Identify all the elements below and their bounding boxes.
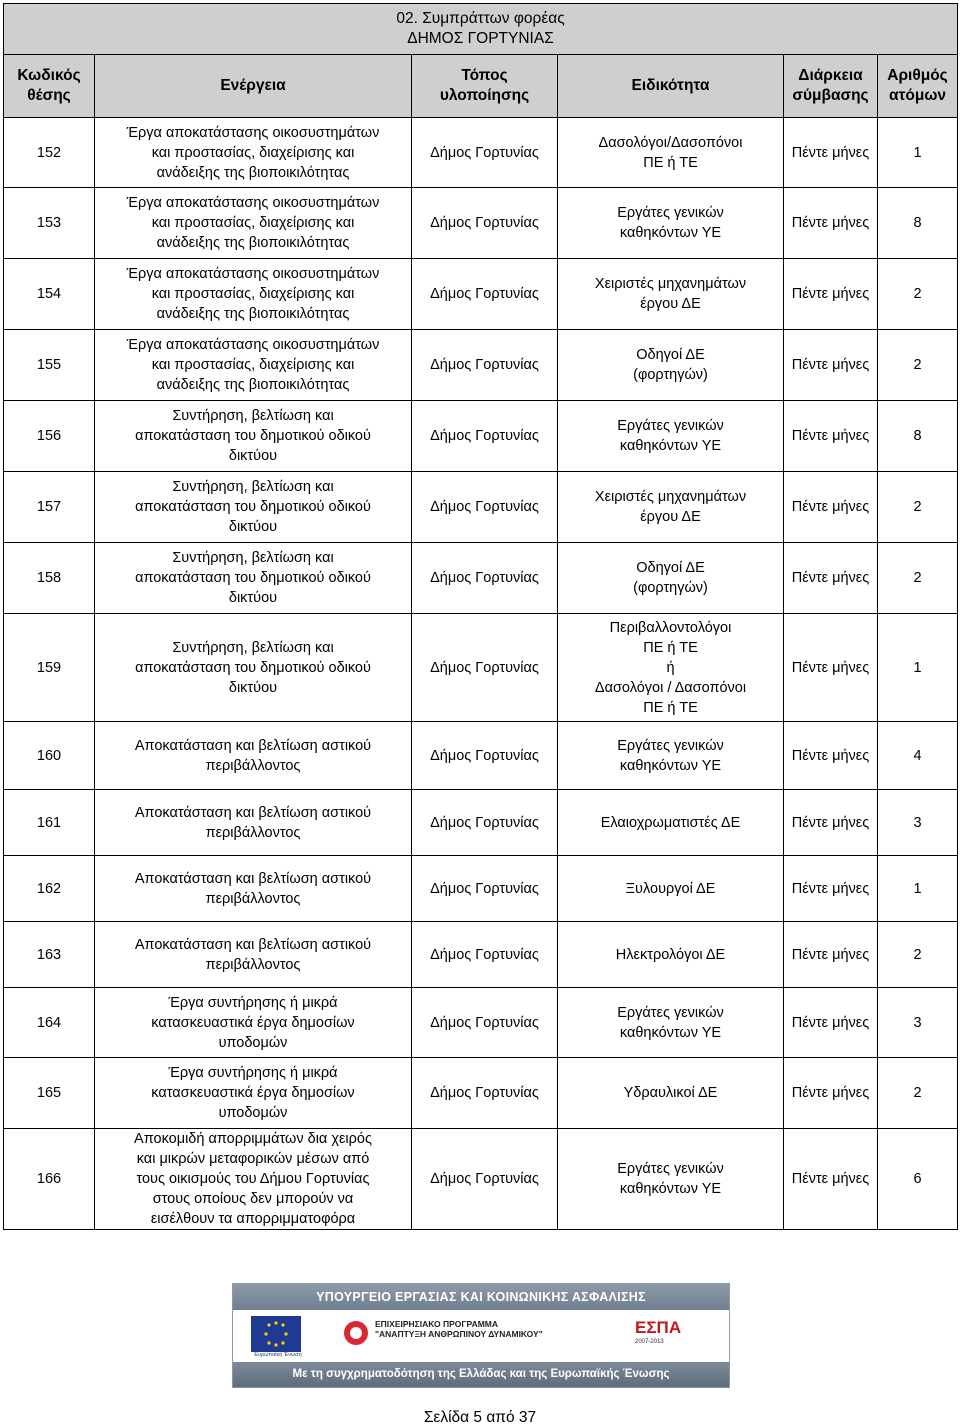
programme-logo-icon xyxy=(343,1320,369,1346)
espa-years: 2007-2013 xyxy=(635,1339,664,1345)
table-body xyxy=(4,118,958,1230)
title-line-1: 02. Συμπράττων φορέας xyxy=(396,10,565,27)
header-code xyxy=(4,55,95,118)
code-cell: 163 xyxy=(4,922,95,988)
action-cell-line: Αποκατάσταση και βελτίωση αστικού xyxy=(134,737,372,754)
header-count-line: ατόμων xyxy=(888,87,947,104)
header-count xyxy=(878,55,958,118)
specialty-cell-line: Εργάτες γενικών xyxy=(617,418,724,434)
action-cell-line: στους οποίους δεν μπορούν να xyxy=(152,1191,354,1207)
duration-cell: Πέντε μήνες xyxy=(784,330,878,401)
specialty-cell-line: Ελαιοχρωματιστές ΔΕ xyxy=(600,814,741,831)
action-cell-line: ανάδειξης της βιοποικιλότητας xyxy=(156,306,350,322)
header-duration xyxy=(784,55,878,118)
count-cell: 1 xyxy=(878,118,958,188)
action-cell-line: αποκατάσταση του δημοτικού οδικού xyxy=(135,428,371,444)
place-cell: Δήμος Γορτυνίας xyxy=(412,259,558,330)
table-row xyxy=(4,118,958,188)
action-cell-line: περιβάλλοντος xyxy=(205,956,301,973)
table-title xyxy=(4,4,958,55)
code-cell: 165 xyxy=(4,1058,95,1129)
header-place-line: υλοποίησης xyxy=(439,87,530,104)
specialty-cell xyxy=(558,472,784,543)
specialty-cell xyxy=(558,722,784,790)
specialty-cell xyxy=(558,1129,784,1230)
specialty-cell xyxy=(558,1058,784,1129)
specialty-cell-line: Περιβαλλοντολόγοι xyxy=(609,619,732,636)
count-cell: 6 xyxy=(878,1129,958,1230)
table-row xyxy=(4,922,958,988)
positions-table xyxy=(3,3,958,1230)
place-cell: Δήμος Γορτυνίας xyxy=(412,614,558,722)
specialty-cell-line: (φορτηγών) xyxy=(633,580,708,596)
specialty-cell xyxy=(558,259,784,330)
action-cell xyxy=(95,922,412,988)
code-cell: 159 xyxy=(4,614,95,722)
specialty-cell xyxy=(558,330,784,401)
action-cell xyxy=(95,614,412,722)
place-cell: Δήμος Γορτυνίας xyxy=(412,922,558,988)
code-cell: 166 xyxy=(4,1129,95,1230)
specialty-cell xyxy=(558,922,784,988)
header-place-line: Τόπος xyxy=(461,67,508,84)
action-cell-line: Έργα αποκατάστασης οικοσυστημάτων xyxy=(126,124,380,141)
header-action-line: Ενέργεια xyxy=(220,77,286,94)
specialty-cell-line: Υδραυλικοί ΔΕ xyxy=(623,1085,718,1101)
programme-line: ΕΠΙΧΕΙΡΗΣΙΑΚΟ ΠΡΟΓΡΑΜΜΑ xyxy=(375,1319,499,1329)
action-cell xyxy=(95,472,412,543)
header-code-line: θέσης xyxy=(27,87,71,104)
action-cell-line: Έργα αποκατάστασης οικοσυστημάτων xyxy=(126,337,380,353)
action-cell xyxy=(95,1058,412,1129)
cofunding-bar: Με τη συγχρηματοδότηση της Ελλάδας και της Ευρωπαϊκής Ένωσης xyxy=(233,1362,729,1387)
action-cell xyxy=(95,856,412,922)
logos-strip xyxy=(233,1310,729,1362)
specialty-cell xyxy=(558,401,784,472)
specialty-cell-line: Οδηγοί ΔΕ xyxy=(636,347,705,363)
action-cell-line: αποκατάσταση του δημοτικού οδικού xyxy=(135,570,371,586)
duration-cell: Πέντε μήνες xyxy=(784,790,878,856)
table-row xyxy=(4,856,958,922)
header-specialty-line: Ειδικότητα xyxy=(631,77,710,94)
code-cell: 153 xyxy=(4,188,95,259)
action-cell-line: Αποκατάσταση και βελτίωση αστικού xyxy=(134,804,372,821)
specialty-cell-line: Δασολόγοι / Δασοπόνοι xyxy=(594,679,747,696)
count-cell: 2 xyxy=(878,922,958,988)
table-row xyxy=(4,722,958,790)
count-cell: 2 xyxy=(878,543,958,614)
count-cell: 1 xyxy=(878,856,958,922)
action-cell-line: κατασκευαστικά έργα δημοσίων xyxy=(151,1085,355,1101)
code-cell: 162 xyxy=(4,856,95,922)
specialty-cell xyxy=(558,614,784,722)
action-cell xyxy=(95,330,412,401)
table-row xyxy=(4,988,958,1058)
table-row xyxy=(4,543,958,614)
place-cell: Δήμος Γορτυνίας xyxy=(412,1058,558,1129)
place-cell: Δήμος Γορτυνίας xyxy=(412,856,558,922)
specialty-cell-line: Ξυλουργοί ΔΕ xyxy=(625,880,716,897)
place-cell: Δήμος Γορτυνίας xyxy=(412,722,558,790)
action-cell-line: περιβάλλοντος xyxy=(205,757,301,774)
specialty-cell-line: καθηκόντων ΥΕ xyxy=(619,1181,722,1197)
specialty-cell xyxy=(558,790,784,856)
specialty-cell-line: Εργάτες γενικών xyxy=(617,737,724,754)
specialty-cell-line: έργου ΔΕ xyxy=(640,296,701,312)
action-cell-line: Συντήρηση, βελτίωση και xyxy=(172,639,334,656)
ministry-bar: ΥΠΟΥΡΓΕΙΟ ΕΡΓΑΣΙΑΣ ΚΑΙ ΚΟΙΝΩΝΙΚΗΣ ΑΣΦΑΛΙΣΗΣ xyxy=(233,1284,729,1310)
specialty-cell-line: Εργάτες γενικών xyxy=(617,1161,724,1177)
count-cell: 8 xyxy=(878,401,958,472)
specialty-cell xyxy=(558,188,784,259)
specialty-cell xyxy=(558,543,784,614)
page-number: Σελίδα 5 από 37 xyxy=(423,1409,537,1426)
specialty-cell-line: καθηκόντων ΥΕ xyxy=(619,438,722,454)
programme-text xyxy=(375,1319,575,1339)
title-line-2: ΔΗΜΟΣ ΓΟΡΤΥΝΙΑΣ xyxy=(407,30,554,47)
action-cell xyxy=(95,722,412,790)
action-cell xyxy=(95,401,412,472)
action-cell-line: περιβάλλοντος xyxy=(205,824,301,841)
specialty-cell-line: έργου ΔΕ xyxy=(640,509,701,525)
action-cell-line: και προστασίας, διαχείρισης και xyxy=(151,286,355,302)
action-cell-line: δικτύου xyxy=(228,590,278,606)
action-cell-line: αποκατάσταση του δημοτικού οδικού xyxy=(135,499,371,515)
action-cell-line: τους οικισμούς του Δήμου Γορτυνίας xyxy=(136,1171,370,1187)
action-cell-line: δικτύου xyxy=(228,448,278,464)
specialty-cell-line: καθηκόντων ΥΕ xyxy=(619,757,722,774)
code-cell: 154 xyxy=(4,259,95,330)
count-cell: 8 xyxy=(878,188,958,259)
count-cell: 2 xyxy=(878,1058,958,1129)
count-cell: 2 xyxy=(878,259,958,330)
action-cell xyxy=(95,259,412,330)
duration-cell: Πέντε μήνες xyxy=(784,856,878,922)
duration-cell: Πέντε μήνες xyxy=(784,472,878,543)
specialty-cell-line: (φορτηγών) xyxy=(633,367,708,383)
action-cell-line: ανάδειξης της βιοποικιλότητας xyxy=(156,235,350,251)
specialty-cell-line: Εργάτες γενικών xyxy=(617,1004,724,1021)
duration-cell: Πέντε μήνες xyxy=(784,118,878,188)
duration-cell: Πέντε μήνες xyxy=(784,614,878,722)
count-cell: 3 xyxy=(878,988,958,1058)
header-duration-line: σύμβασης xyxy=(792,87,869,104)
specialty-cell-line: Χειριστές μηχανημάτων xyxy=(594,489,747,505)
count-cell: 4 xyxy=(878,722,958,790)
action-cell-line: Έργα αποκατάστασης οικοσυστημάτων xyxy=(126,266,380,282)
specialty-cell-line: Χειριστές μηχανημάτων xyxy=(594,276,747,292)
place-cell: Δήμος Γορτυνίας xyxy=(412,543,558,614)
action-cell-line: και προστασίας, διαχείρισης και xyxy=(151,215,355,231)
action-cell-line: Συντήρηση, βελτίωση και xyxy=(172,479,334,495)
count-cell: 3 xyxy=(878,790,958,856)
programme-line: "ΑΝΑΠΤΥΞΗ ΑΝΘΡΩΠΙΝΟΥ ΔΥΝΑΜΙΚΟΥ" xyxy=(375,1329,543,1339)
action-cell xyxy=(95,118,412,188)
specialty-cell-line: ΠΕ ή ΤΕ xyxy=(643,154,698,171)
action-cell-line: Αποκομιδή απορριμμάτων δια χειρός xyxy=(134,1131,372,1147)
action-cell-line: δικτύου xyxy=(228,679,278,696)
specialty-cell-line: Εργάτες γενικών xyxy=(617,205,724,221)
action-cell-line: περιβάλλοντος xyxy=(205,890,301,907)
specialty-cell-line: καθηκόντων ΥΕ xyxy=(619,1024,722,1041)
header-duration-line: Διάρκεια xyxy=(798,67,863,84)
code-cell: 152 xyxy=(4,118,95,188)
duration-cell: Πέντε μήνες xyxy=(784,722,878,790)
place-cell: Δήμος Γορτυνίας xyxy=(412,790,558,856)
action-cell-line: υποδομών xyxy=(218,1034,288,1051)
action-cell xyxy=(95,790,412,856)
header-code-line: Κωδικός xyxy=(17,67,81,84)
action-cell-line: Αποκατάσταση και βελτίωση αστικού xyxy=(134,936,372,953)
table-row xyxy=(4,401,958,472)
place-cell: Δήμος Γορτυνίας xyxy=(412,188,558,259)
action-cell-line: και προστασίας, διαχείρισης και xyxy=(151,357,355,373)
action-cell-line: Συντήρηση, βελτίωση και xyxy=(172,408,334,424)
specialty-cell xyxy=(558,856,784,922)
action-cell-line: ανάδειξης της βιοποικιλότητας xyxy=(156,377,350,393)
action-cell-line: Έργα συντήρησης ή μικρά xyxy=(168,1065,338,1081)
duration-cell: Πέντε μήνες xyxy=(784,988,878,1058)
code-cell: 155 xyxy=(4,330,95,401)
action-cell xyxy=(95,188,412,259)
action-cell-line: Έργα συντήρησης ή μικρά xyxy=(168,994,338,1011)
duration-cell: Πέντε μήνες xyxy=(784,1058,878,1129)
specialty-cell-line: ΠΕ ή ΤΕ xyxy=(643,699,698,716)
specialty-cell xyxy=(558,118,784,188)
funding-banner xyxy=(232,1283,730,1388)
count-cell: 1 xyxy=(878,614,958,722)
place-cell: Δήμος Γορτυνίας xyxy=(412,988,558,1058)
place-cell: Δήμος Γορτυνίας xyxy=(412,330,558,401)
count-cell: 2 xyxy=(878,330,958,401)
table-row xyxy=(4,614,958,722)
espa-logo: ΕΣΠΑ xyxy=(635,1318,682,1337)
code-cell: 156 xyxy=(4,401,95,472)
specialty-cell-line: Ηλεκτρολόγοι ΔΕ xyxy=(615,946,726,963)
code-cell: 161 xyxy=(4,790,95,856)
action-cell xyxy=(95,1129,412,1230)
place-cell: Δήμος Γορτυνίας xyxy=(412,118,558,188)
action-cell-line: κατασκευαστικά έργα δημοσίων xyxy=(151,1014,355,1031)
action-cell xyxy=(95,543,412,614)
duration-cell: Πέντε μήνες xyxy=(784,259,878,330)
header-place xyxy=(412,55,558,118)
place-cell: Δήμος Γορτυνίας xyxy=(412,1129,558,1230)
code-cell: 157 xyxy=(4,472,95,543)
table-row xyxy=(4,1058,958,1129)
duration-cell: Πέντε μήνες xyxy=(784,543,878,614)
action-cell-line: Έργα αποκατάστασης οικοσυστημάτων xyxy=(126,195,380,211)
action-cell-line: Αποκατάσταση και βελτίωση αστικού xyxy=(134,870,372,887)
action-cell-line: δικτύου xyxy=(228,519,278,535)
table-row xyxy=(4,1129,958,1230)
duration-cell: Πέντε μήνες xyxy=(784,922,878,988)
specialty-cell-line: ή xyxy=(666,659,675,676)
duration-cell: Πέντε μήνες xyxy=(784,401,878,472)
table-row xyxy=(4,472,958,543)
place-cell: Δήμος Γορτυνίας xyxy=(412,472,558,543)
code-cell: 160 xyxy=(4,722,95,790)
code-cell: 164 xyxy=(4,988,95,1058)
action-cell-line: υποδομών xyxy=(218,1105,288,1121)
action-cell xyxy=(95,988,412,1058)
eu-caption: Ευρωπαϊκή Ένωση xyxy=(254,1352,302,1358)
count-cell: 2 xyxy=(878,472,958,543)
action-cell-line: και προστασίας, διαχείρισης και xyxy=(151,144,355,161)
action-cell-line: αποκατάσταση του δημοτικού οδικού xyxy=(135,659,371,676)
table-row xyxy=(4,259,958,330)
action-cell-line: ανάδειξης της βιοποικιλότητας xyxy=(156,164,350,181)
duration-cell: Πέντε μήνες xyxy=(784,1129,878,1230)
table-row xyxy=(4,330,958,401)
specialty-cell-line: Οδηγοί ΔΕ xyxy=(636,560,705,576)
specialty-cell xyxy=(558,988,784,1058)
specialty-cell-line: ΠΕ ή ΤΕ xyxy=(643,639,698,656)
header-specialty xyxy=(558,55,784,118)
specialty-cell-line: Δασολόγοι/Δασοπόνοι xyxy=(598,134,743,151)
header-action xyxy=(95,55,412,118)
action-cell-line: εισέλθουν τα απορριμματοφόρα xyxy=(150,1211,356,1227)
header-count-line: Αριθμός xyxy=(887,67,948,84)
duration-cell: Πέντε μήνες xyxy=(784,188,878,259)
action-cell-line: και μικρών μεταφορικών μέσων από xyxy=(136,1151,370,1167)
code-cell: 158 xyxy=(4,543,95,614)
place-cell: Δήμος Γορτυνίας xyxy=(412,401,558,472)
table-row xyxy=(4,790,958,856)
eu-flag-icon xyxy=(251,1316,301,1352)
specialty-cell-line: καθηκόντων ΥΕ xyxy=(619,225,722,241)
action-cell-line: Συντήρηση, βελτίωση και xyxy=(172,550,334,566)
table-row xyxy=(4,188,958,259)
